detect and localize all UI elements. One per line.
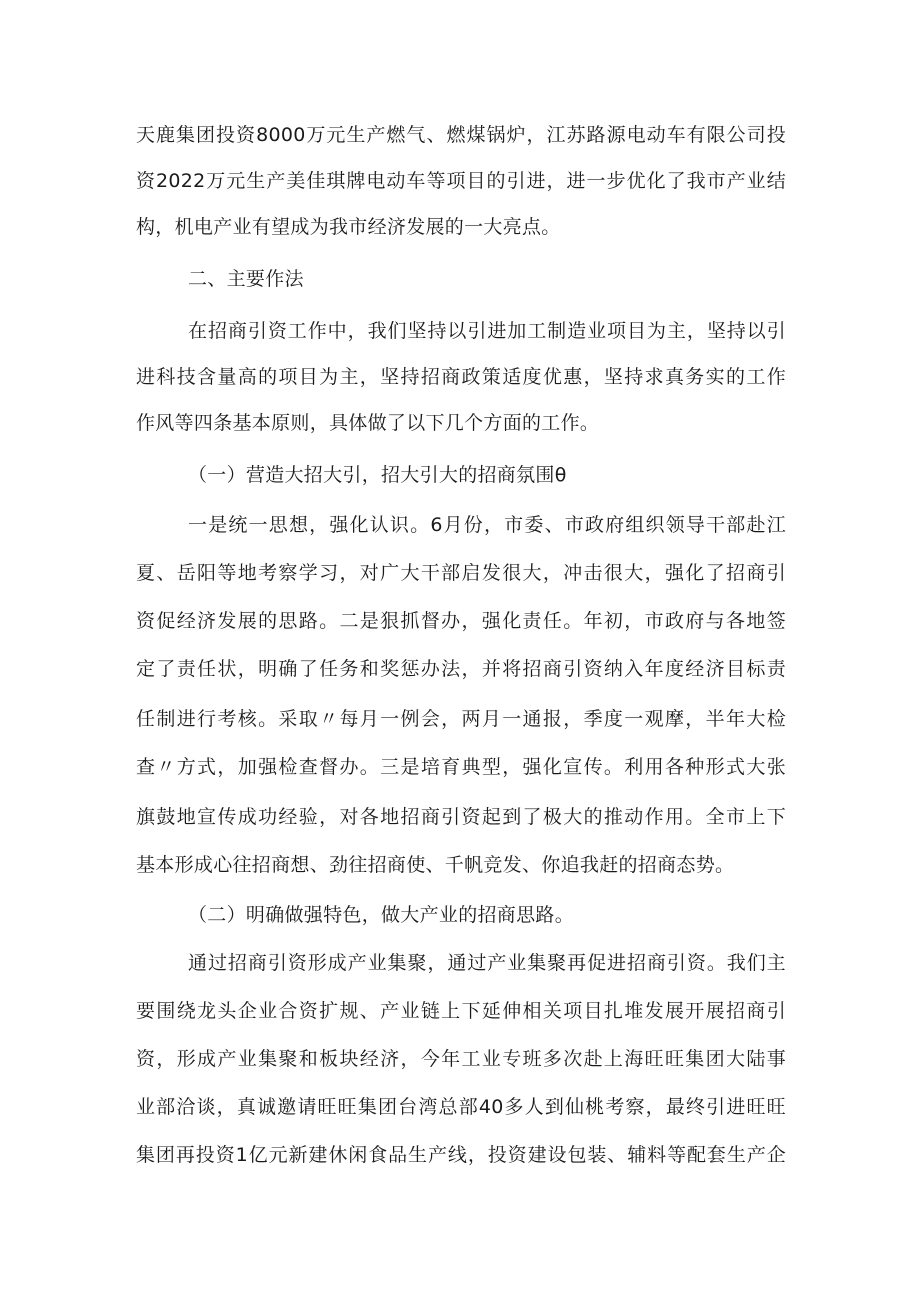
paragraph-4-line-5: 集团再投资1亿元新建休闲食品生产线，投资建设包装、辅料等配套生产企 <box>136 1144 786 1166</box>
paragraph-2-line-1: 在招商引资工作中，我们坚持以引进加工制造业项目为主，坚持以引 <box>188 320 786 342</box>
paragraph-3-line-6: 查〃方式，加强检查督办。三是培育典型，强化宣传。利用各种形式大张 <box>136 756 786 778</box>
paragraph-4-line-4: 业部洽谈，真诚邀请旺旺集团台湾总部40多人到仙桃考察，最终引进旺旺 <box>136 1096 786 1118</box>
paragraph-3-line-2: 夏、岳阳等地考察学习，对广大干部启发很大，冲击很大，强化了招商引 <box>136 562 786 584</box>
subheading-1: （一）营造大招大引，招大引大的招商氛围θ <box>188 464 567 486</box>
paragraph-3-line-4: 定了责任状，明确了任务和奖惩办法，并将招商引资纳入年度经济目标责 <box>136 658 786 680</box>
paragraph-4-line-3: 资，形成产业集聚和板块经济，今年工业专班多次赴上海旺旺集团大陆事 <box>136 1048 786 1070</box>
paragraph-2-line-2: 进科技含量高的项目为主，坚持招商政策适度优惠，坚持求真务实的工作 <box>136 366 786 388</box>
paragraph-4-line-1: 通过招商引资形成产业集聚，通过产业集聚再促进招商引资。我们主 <box>188 952 786 974</box>
paragraph-3-line-5: 任制进行考核。采取〃每月一例会，两月一通报，季度一观摩，半年大检 <box>136 708 786 730</box>
section-heading-main-methods: 二、主要作法 <box>188 268 304 290</box>
paragraph-1-line-1: 天鹿集团投资8000万元生产燃气、燃煤锅炉，江苏路源电动车有限公司投 <box>136 124 786 146</box>
paragraph-3-line-3: 资促经济发展的思路。二是狠抓督办，强化责任。年初，市政府与各地签 <box>136 610 786 632</box>
paragraph-2-line-3: 作风等四条基本原则，具体做了以下几个方面的工作。 <box>136 412 600 434</box>
paragraph-3-line-7: 旗鼓地宣传成功经验，对各地招商引资起到了极大的推动作用。全市上下 <box>136 806 786 828</box>
paragraph-3-line-1: 一是统一思想，强化认识。6月份，市委、市政府组织领导干部赴江 <box>188 514 786 536</box>
subheading-2: （二）明确做强特色，做大产业的招商思路。 <box>188 904 575 926</box>
paragraph-1-line-2: 资2022万元生产美佳琪牌电动车等项目的引进，进一步优化了我市产业结 <box>136 170 786 192</box>
paragraph-3-line-8: 基本形成心往招商想、劲往招商使、千帆竞发、你追我赶的招商态势。 <box>136 854 735 876</box>
paragraph-1-line-3: 构，机电产业有望成为我市经济发展的一大亮点。 <box>136 216 561 238</box>
paragraph-4-line-2: 要围绕龙头企业合资扩规、产业链上下延伸相关项目扎堆发展开展招商引 <box>136 1000 786 1022</box>
